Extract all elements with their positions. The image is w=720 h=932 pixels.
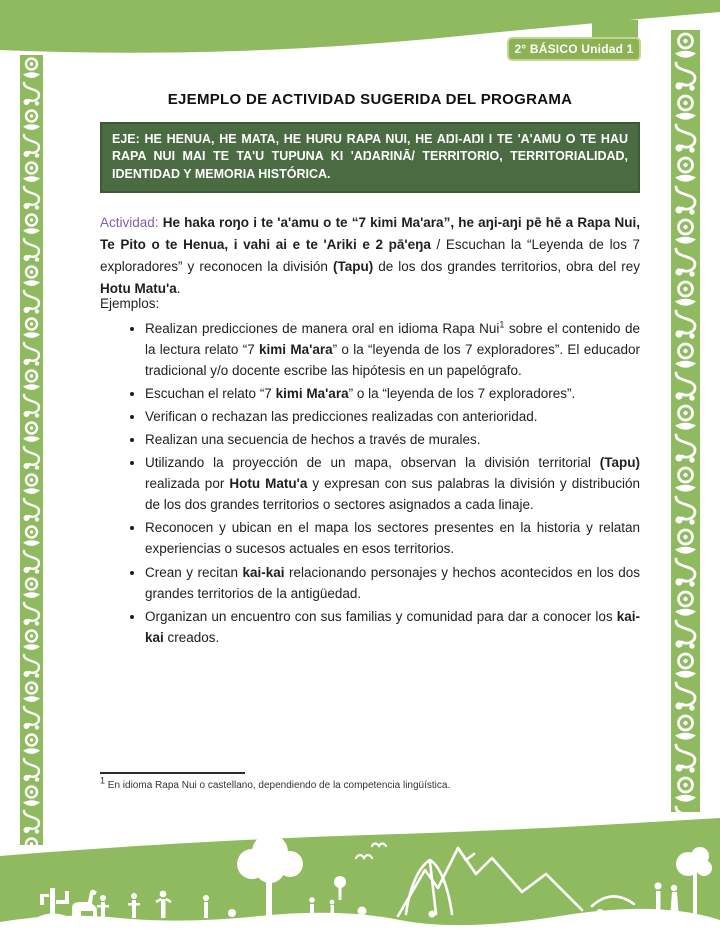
unit-badge-label: 2° BÁSICO Unidad 1 xyxy=(514,42,634,56)
bottom-landscape-band xyxy=(0,810,720,932)
footnote-divider xyxy=(100,772,245,774)
example-bullet-item: • Reconocen y ubican en el mapa los sectores presentes en la historia y relatan experiencias o sucesos actuales en esos territorios. xyxy=(145,517,640,559)
eje-theme-text: EJE: HE HENUA, HE MATA, HE HURU RAPA NUI, HE AŊI-AŊI I TE 'A'AMU O TE HAU RAPA NUI MAI TE TA'U TUPUNA KI 'AŊARINĀ/ TERRITORIO, TERRITORIALIDAD, IDENTIDAD Y MEMORIA HISTÓRICA. xyxy=(112,132,628,181)
page-title: EJEMPLO DE ACTIVIDAD SUGERIDA DEL PROGRAMA xyxy=(167,91,573,108)
example-bullet-item: • Organizan un encuentro con sus familias y comunidad para dar a conocer los kai-kai creados. xyxy=(145,606,640,648)
footnote xyxy=(100,772,640,792)
eje-theme-box xyxy=(100,122,640,193)
example-bullet-item: • Crean y recitan kai-kai relacionando personajes y hechos acontecidos en los dos grandes territorios de la antigüedad. xyxy=(145,562,640,604)
example-bullet-item: • Escuchan el relato “7 kimi Ma'ara” o la “leyenda de los 7 exploradores”. xyxy=(145,383,640,404)
activity-paragraph: Actividad: He haka roŋo i te 'a'amu o te “7 kimi Ma'ara”, he aŋi-aŋi pē hē a Rapa Nui, Te Pito o te Henua, i vahi ai e te 'Ariki e 2 pā'eŋa / Escuchan la “Leyenda de los 7 exploradores” y reconocen la división (Tapu) de los dos grandes territorios, obra del rey Hotu Matu'a. xyxy=(100,215,641,296)
unit-badge xyxy=(507,37,641,61)
example-bullet-item: • Utilizando la proyección de un mapa, observan la división territorial (Tapu) realizada por Hotu Matu'a y expresan con sus palabras la división y distribución de los dos grandes territorios o sectores asignados a cada linaje. xyxy=(145,452,640,515)
example-bullet-item: • Realizan una secuencia de hechos a través de murales. xyxy=(145,429,640,450)
left-koru-border-pattern xyxy=(20,55,43,845)
example-bullet-item: • Realizan predicciones de manera oral en idioma Rapa Nui$^1$ sobre el contenido de la lectura relato “7 kimi Ma'ara” o la “leyenda de los 7 exploradores”. El educador tradicional y/o docente escribe las hipótesis en un papelógrafo. xyxy=(145,318,640,381)
examples-bullet-list xyxy=(100,318,640,650)
footnote-text: $^1$ En idioma Rapa Nui o castellano, dependiendo de la competencia lingüística. xyxy=(100,775,451,791)
right-koru-border-pattern xyxy=(671,30,700,812)
example-bullet-item: • Verifican o rechazan las predicciones realizadas con anterioridad. xyxy=(145,406,640,427)
examples-heading: Ejemplos: xyxy=(100,296,160,311)
